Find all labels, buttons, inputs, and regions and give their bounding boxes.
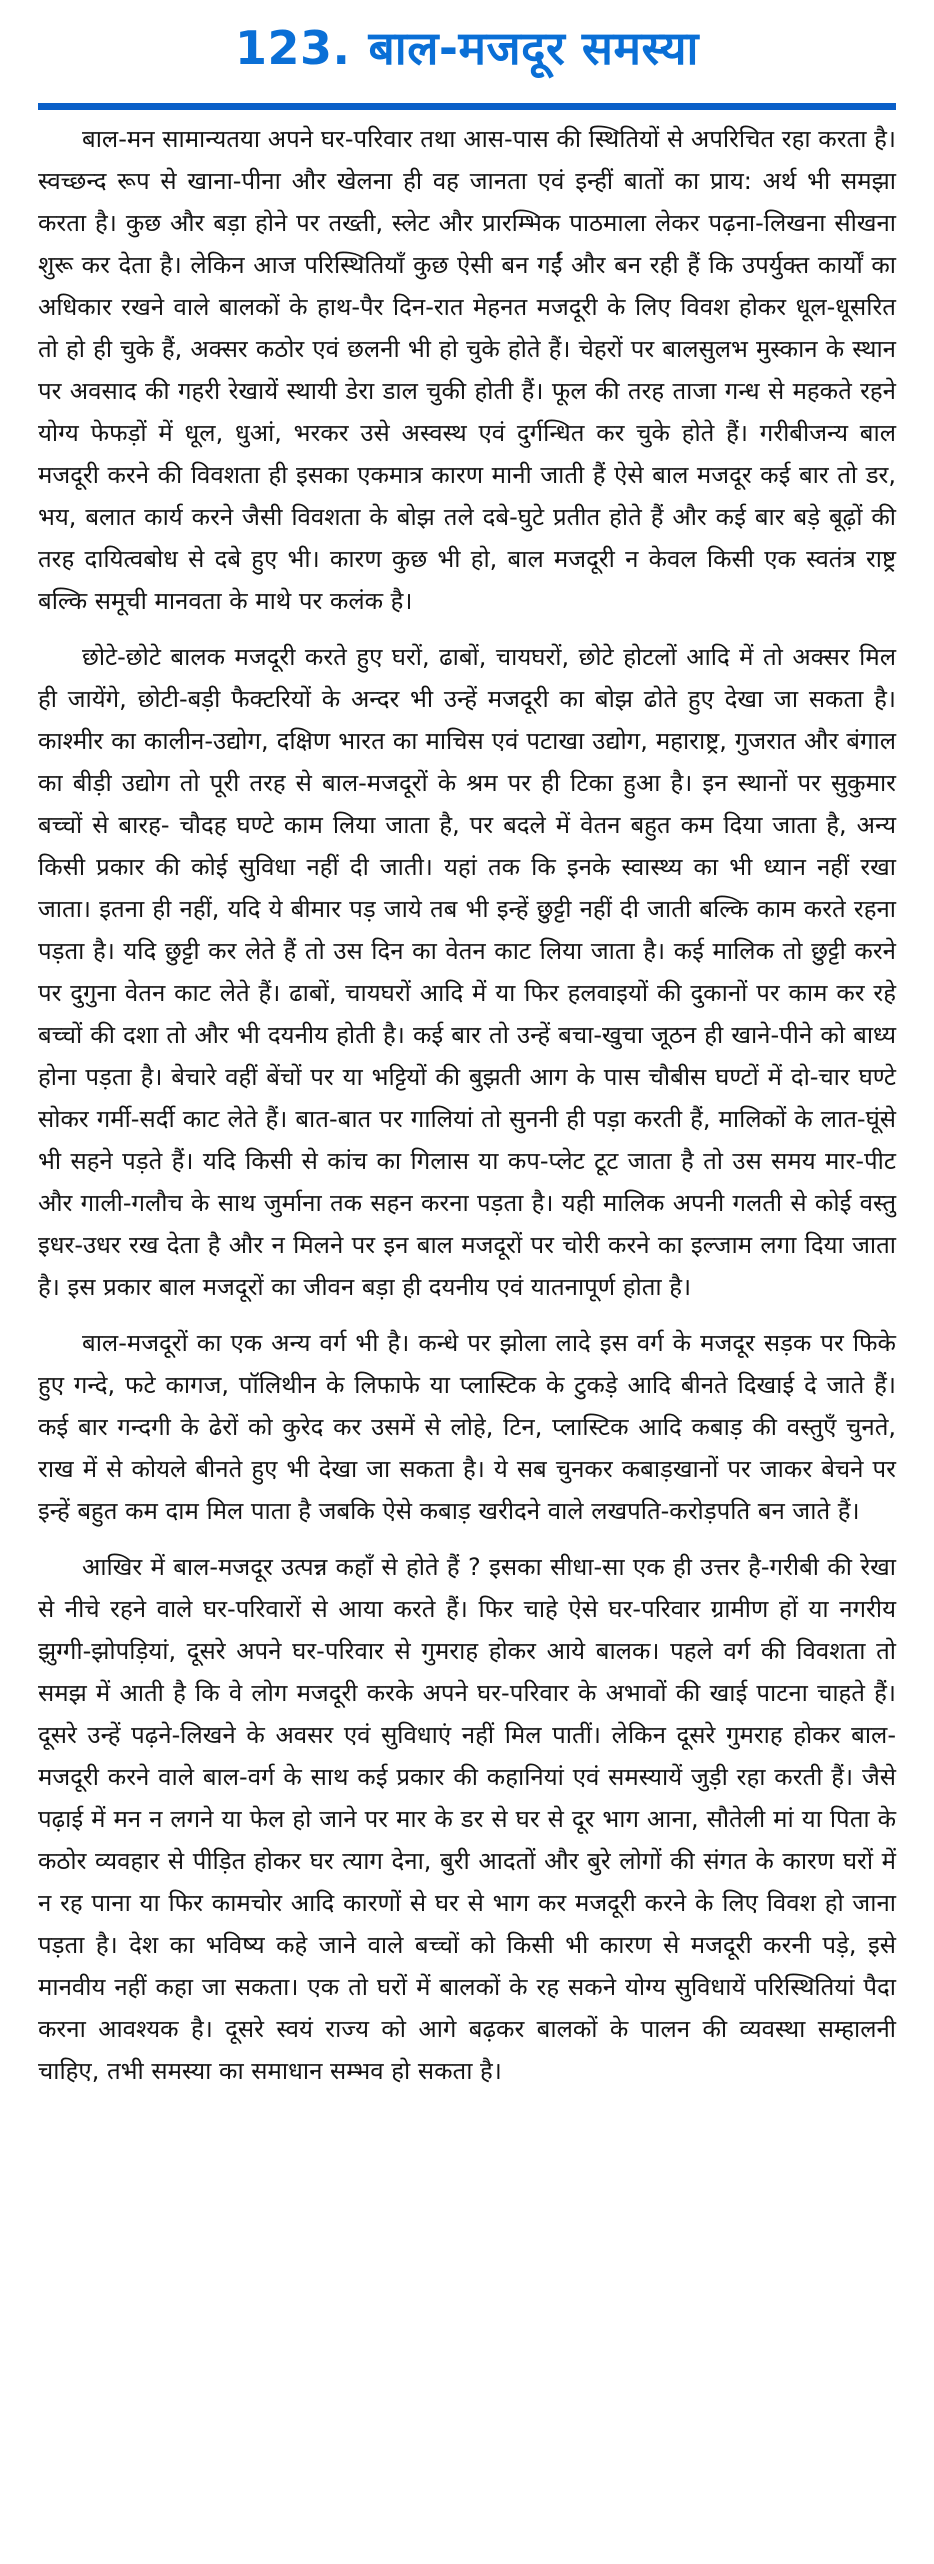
paragraph-4: आखिर में बाल-मजदूर उत्पन्न कहाँ से होते हैं ? इसका सीधा-सा एक ही उत्तर है-गरीबी की रेखा से नीचे रहने वाले घर-परिवारों से आया करते हैं। फिर चाहे ऐसे घर-परिवार ग्रामीण हों या नगरीय झुग्गी-झोपड़ियां, दूसरे अपने घर-परिवार से गुमराह होकर आये बालक। पहले वर्ग की विवशता तो समझ में आती है कि वे लोग मजदूरी करके अपने घर-परिवार के अभावों की खाई पाटना चाहते हैं। दूसरे उन्हें पढ़ने-लिखने के अवसर एवं सुविधाएं नहीं मिल पातीं। लेकिन दूसरे गुमराह होकर बाल-मजदूरी करने वाले बाल-वर्ग के साथ कई प्रकार की कहानियां एवं समस्यायें जुड़ी रहा करती हैं। जैसे पढ़ाई में मन न लगने या फेल हो जाने पर मार के डर से घर से दूर भाग आना, सौतेली मां या पिता के कठोर व्यवहार से पीड़ित होकर घर त्याग देना, बुरी आदतों और बुरे लोगों की संगत के कारण घरों में न रह पाना या फिर कामचोर आदि कारणों से घर से भाग कर मजदूरी करने के लिए विवश हो जाना पड़ता है। देश का भविष्य कहे जाने वाले बच्चों को किसी भी कारण से मजदूरी करनी पड़े, इसे मानवीय नहीं कहा जा सकता। एक तो घरों में बालकों के रह सकने योग्य सुविधायें परिस्थितियां पैदा करना आवश्यक है। दूसरे स्वयं राज्य को आगे बढ़कर बालकों के पालन की व्यवस्था सम्हालनी चाहिए, तभी समस्या का समाधान सम्भव हो सकता है। [38, 1553, 896, 2085]
title-block [0, 18, 934, 78]
paragraph-3: बाल-मजदूरों का एक अन्य वर्ग भी है। कन्धे पर झोला लादे इस वर्ग के मजदूर सड़क पर फिके हुए गन्दे, फटे कागज, पॉलिथीन के लिफाफे या प्लास्टिक के टुकड़े आदि बीनते दिखाई दे जाते हैं। कई बार गन्दगी के ढेरों को कुरेद कर उसमें से लोहे, टिन, प्लास्टिक आदि कबाड़ की वस्तुएँ चुनते, राख में से कोयले बीनते हुए भी देखा जा सकता है। ये सब चुनकर कबाड़खानों पर जाकर बेचने पर इन्हें बहुत कम दाम मिल पाता है जबकि ऐसे कबाड़ खरीदने वाले लखपति-करोड़पति बन जाते हैं। [38, 1329, 896, 1525]
page-title [235, 18, 699, 78]
article-body [38, 118, 896, 2106]
paragraph-1: बाल-मन सामान्यतया अपने घर-परिवार तथा आस-पास की स्थितियों से अपरिचित रहा करता है। स्वच्छन्द रूप से खाना-पीना और खेलना ही वह जानता एवं इन्हीं बातों का प्राय: अर्थ भी समझा करता है। कुछ और बड़ा होने पर तख्ती, स्लेट और प्रारम्भिक पाठमाला लेकर पढ़ना-लिखना सीखना शुरू कर देता है। लेकिन आज परिस्थितियाँ कुछ ऐसी बन गईं और बन रही हैं कि उपर्युक्त कार्यों का अधिकार रखने वाले बालकों के हाथ-पैर दिन-रात मेहनत मजदूरी के लिए विवश होकर धूल-धूसरित तो हो ही चुके हैं, अक्सर कठोर एवं छलनी भी हो चुके होते हैं। चेहरों पर बालसुलभ मुस्कान के स्थान पर अवसाद की गहरी रेखायें स्थायी डेरा डाल चुकी होती हैं। फूल की तरह ताजा गन्ध से महकते रहने योग्य फेफड़ों में धूल, धुआं, भरकर उसे अस्वस्थ एवं दुर्गन्धित कर चुके होते हैं। गरीबीजन्य बाल मजदूरी करने की विवशता ही इसका एकमात्र कारण मानी जाती हैं ऐसे बाल मजदूर कई बार तो डर, भय, बलात कार्य करने जैसी विवशता के बोझ तले दबे-घुटे प्रतीत होते हैं और कई बार बड़े बूढ़ों की तरह दायित्वबोध से दबे हुए भी। कारण कुछ भी हो, बाल मजदूरी न केवल किसी एक स्वतंत्र राष्ट्र बल्कि समूची मानवता के माथे पर कलंक है। [38, 125, 896, 615]
title-number: 123. [235, 21, 351, 75]
title-underline [38, 103, 896, 110]
title-text: बाल-मजदूर समस्या [368, 21, 699, 75]
paragraph-2: छोटे-छोटे बालक मजदूरी करते हुए घरों, ढाबों, चायघरों, छोटे होटलों आदि में तो अक्सर मिल ही जायेंगे, छोटी-बड़ी फैक्टरियों के अन्दर भी उन्हें मजदूरी का बोझ ढोते हुए देखा जा सकता है। काश्मीर का कालीन-उद्योग, दक्षिण भारत का माचिस एवं पटाखा उद्योग, महाराष्ट्र, गुजरात और बंगाल का बीड़ी उद्योग तो पूरी तरह से बाल-मजदूरों के श्रम पर ही टिका हुआ है। इन स्थानों पर सुकुमार बच्चों से बारह- चौदह घण्टे काम लिया जाता है, पर बदले में वेतन बहुत कम दिया जाता है, अन्य किसी प्रकार की कोई सुविधा नहीं दी जाती। यहां तक कि इनके स्वास्थ्य का भी ध्यान नहीं रखा जाता। इतना ही नहीं, यदि ये बीमार पड़ जाये तब भी इन्हें छुट्टी नहीं दी जाती बल्कि काम करते रहना पड़ता है। यदि छुट्टी कर लेते हैं तो उस दिन का वेतन काट लिया जाता है। कई मालिक तो छुट्टी करने पर दुगुना वेतन काट लेते हैं। ढाबों, चायघरों आदि में या फिर हलवाइयों की दुकानों पर काम कर रहे बच्चों की दशा तो और भी दयनीय होती है। कई बार तो उन्हें बचा-खुचा जूठन ही खाने-पीने को बाध्य होना पड़ता है। बेचारे वहीं बेंचों पर या भट्टियों की बुझती आग के पास चौबीस घण्टों में दो-चार घण्टे सोकर गर्मी-सर्दी काट लेते हैं। बात-बात पर गालियां तो सुननी ही पड़ा करती हैं, मालिकों के लात-घूंसे भी सहने पड़ते हैं। यदि किसी से कांच का गिलास या कप-प्लेट टूट जाता है तो उस समय मार-पीट और गाली-गलौच के साथ जुर्माना तक सहन करना पड़ता है। यही मालिक अपनी गलती से कोई वस्तु इधर-उधर रख देता है और न मिलने पर इन बाल मजदूरों पर चोरी करने का इल्जाम लगा दिया जाता है। इस प्रकार बाल मजदूरों का जीवन बड़ा ही दयनीय एवं यातनापूर्ण होता है। [38, 643, 896, 1301]
